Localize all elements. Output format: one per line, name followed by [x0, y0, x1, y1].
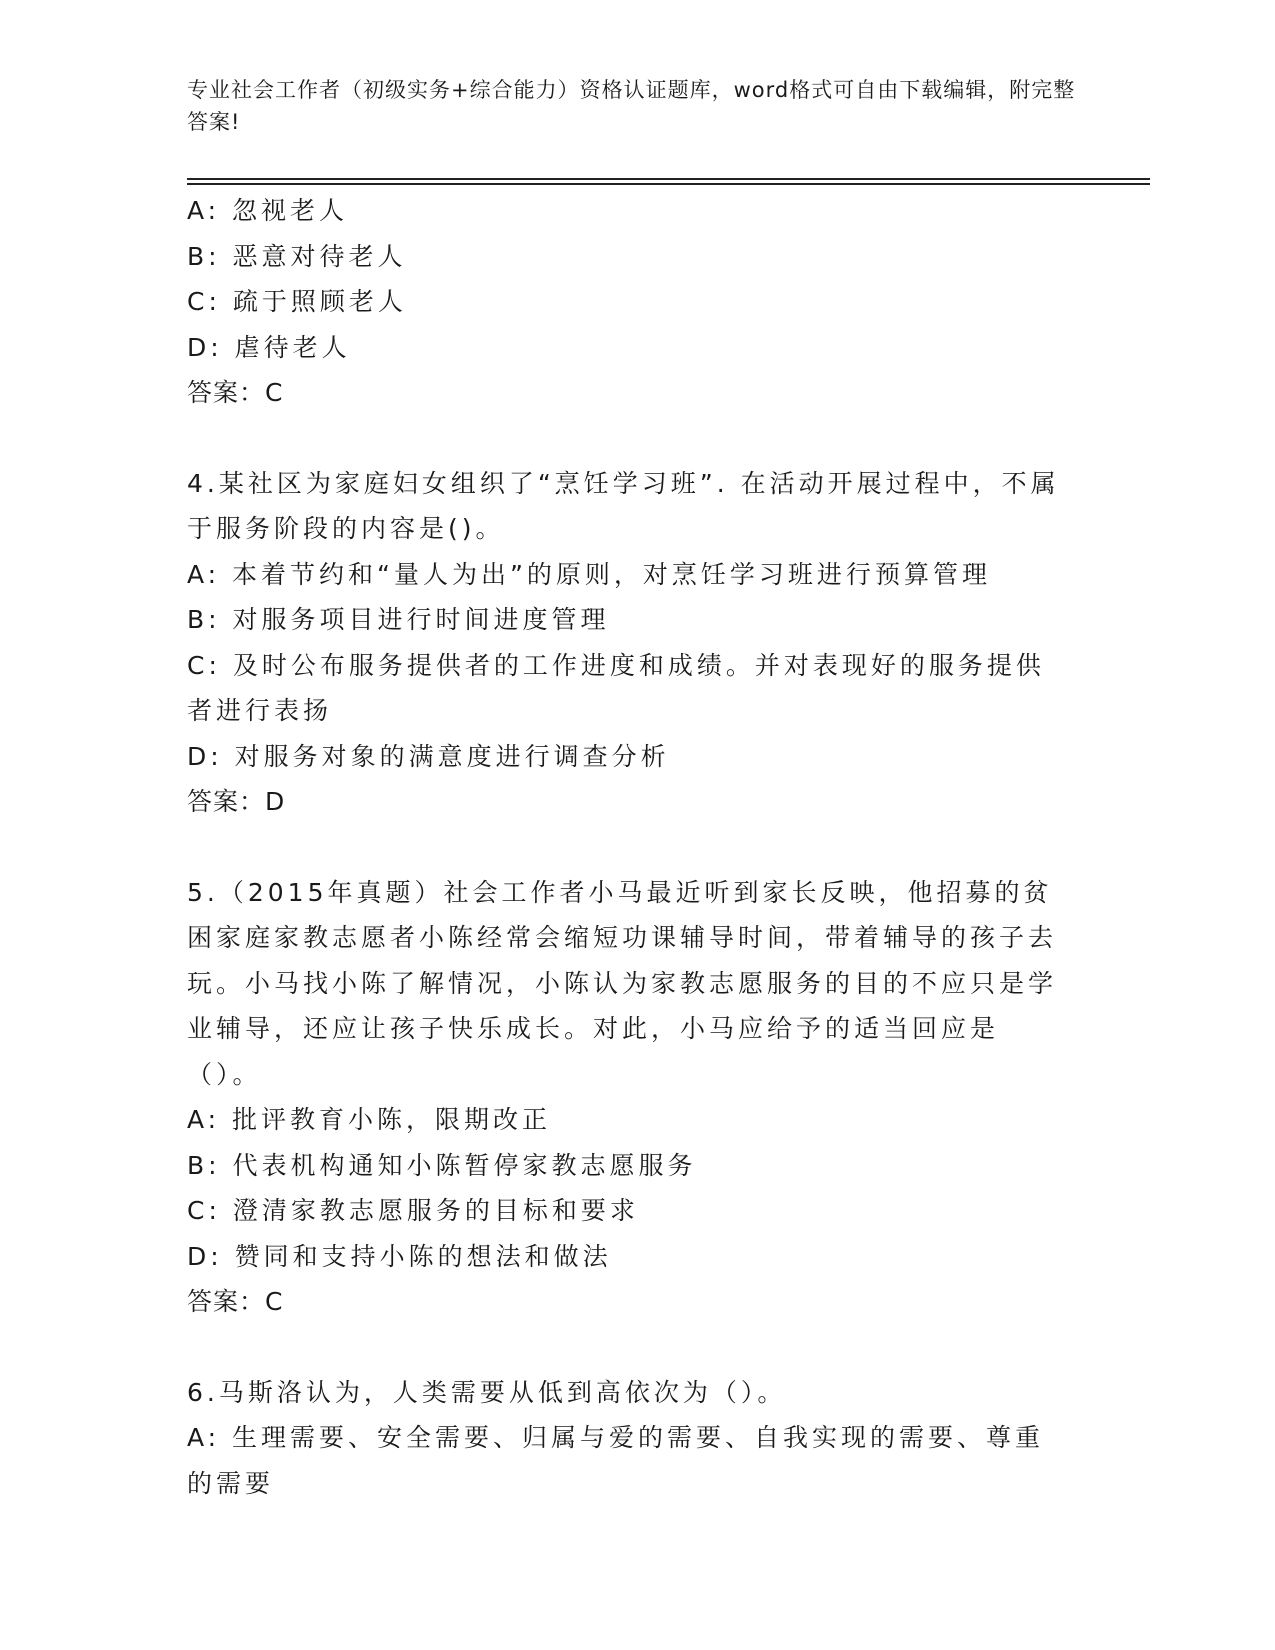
- question-stem: 5.（2015年真题）社会工作者小马最近听到家长反映，他招募的贫困家庭家教志愿者小陈经常会缩短功课辅导时间，带着辅导的孩子去玩。小马找小陈了解情况，小陈认为家教志愿服务的目的不应只是学业辅导，还应让孩子快乐成长。对此，小马应给予的适当回应是（）。: [187, 877, 1058, 1089]
- option-c: C: 及时公布服务提供者的工作进度和成绩。并对表现好的服务提供者进行表扬: [187, 650, 1045, 725]
- question-stem: 4.某社区为家庭妇女组织了“烹饪学习班”. 在活动开展过程中，不属于服务阶段的内容是()。: [187, 468, 1060, 543]
- question-5: [187, 870, 1067, 1325]
- option-a: A: 本着节约和“量人为出”的原则，对烹饪学习班进行预算管理: [187, 559, 991, 589]
- question-6: [187, 1370, 1067, 1507]
- question-stem: 6.马斯洛认为，人类需要从低到高依次为（）。: [187, 1377, 787, 1407]
- option-d: D: 虐待老人: [187, 332, 351, 362]
- option-b: B: 对服务项目进行时间进度管理: [187, 605, 610, 634]
- question-4: [187, 461, 1067, 825]
- header-divider-top: [187, 178, 1150, 180]
- option-d: D: 对服务对象的满意度进行调查分析: [187, 741, 670, 771]
- option-a: A: 生理需要、安全需要、归属与爱的需要、自我实现的需要、尊重的需要: [187, 1423, 1045, 1498]
- spacer: [187, 1325, 1067, 1370]
- spacer: [187, 416, 1067, 461]
- option-a: A: 批评教育小陈，限期改正: [187, 1105, 552, 1134]
- question-3: [187, 188, 1067, 416]
- option-d: D: 赞同和支持小陈的想法和做法: [187, 1241, 612, 1271]
- option-b: B: 代表机构通知小陈暂停家教志愿服务: [187, 1150, 697, 1180]
- document-header: 专业社会工作者（初级实务+综合能力）资格认证题库，word格式可自由下载编辑，附完整答案!: [187, 78, 1076, 134]
- option-c: C: 疏于照顾老人: [187, 287, 407, 316]
- option-b: B: 恶意对待老人: [187, 241, 407, 271]
- option-a: A: 忽视老人: [187, 196, 349, 225]
- answer: 答案：C: [187, 378, 284, 407]
- answer: 答案：C: [187, 1287, 284, 1316]
- document-body: [187, 188, 1067, 1506]
- answer: 答案：D: [187, 787, 286, 816]
- header-divider-bottom: [187, 183, 1150, 185]
- option-c: C: 澄清家教志愿服务的目标和要求: [187, 1196, 639, 1225]
- spacer: [187, 825, 1067, 870]
